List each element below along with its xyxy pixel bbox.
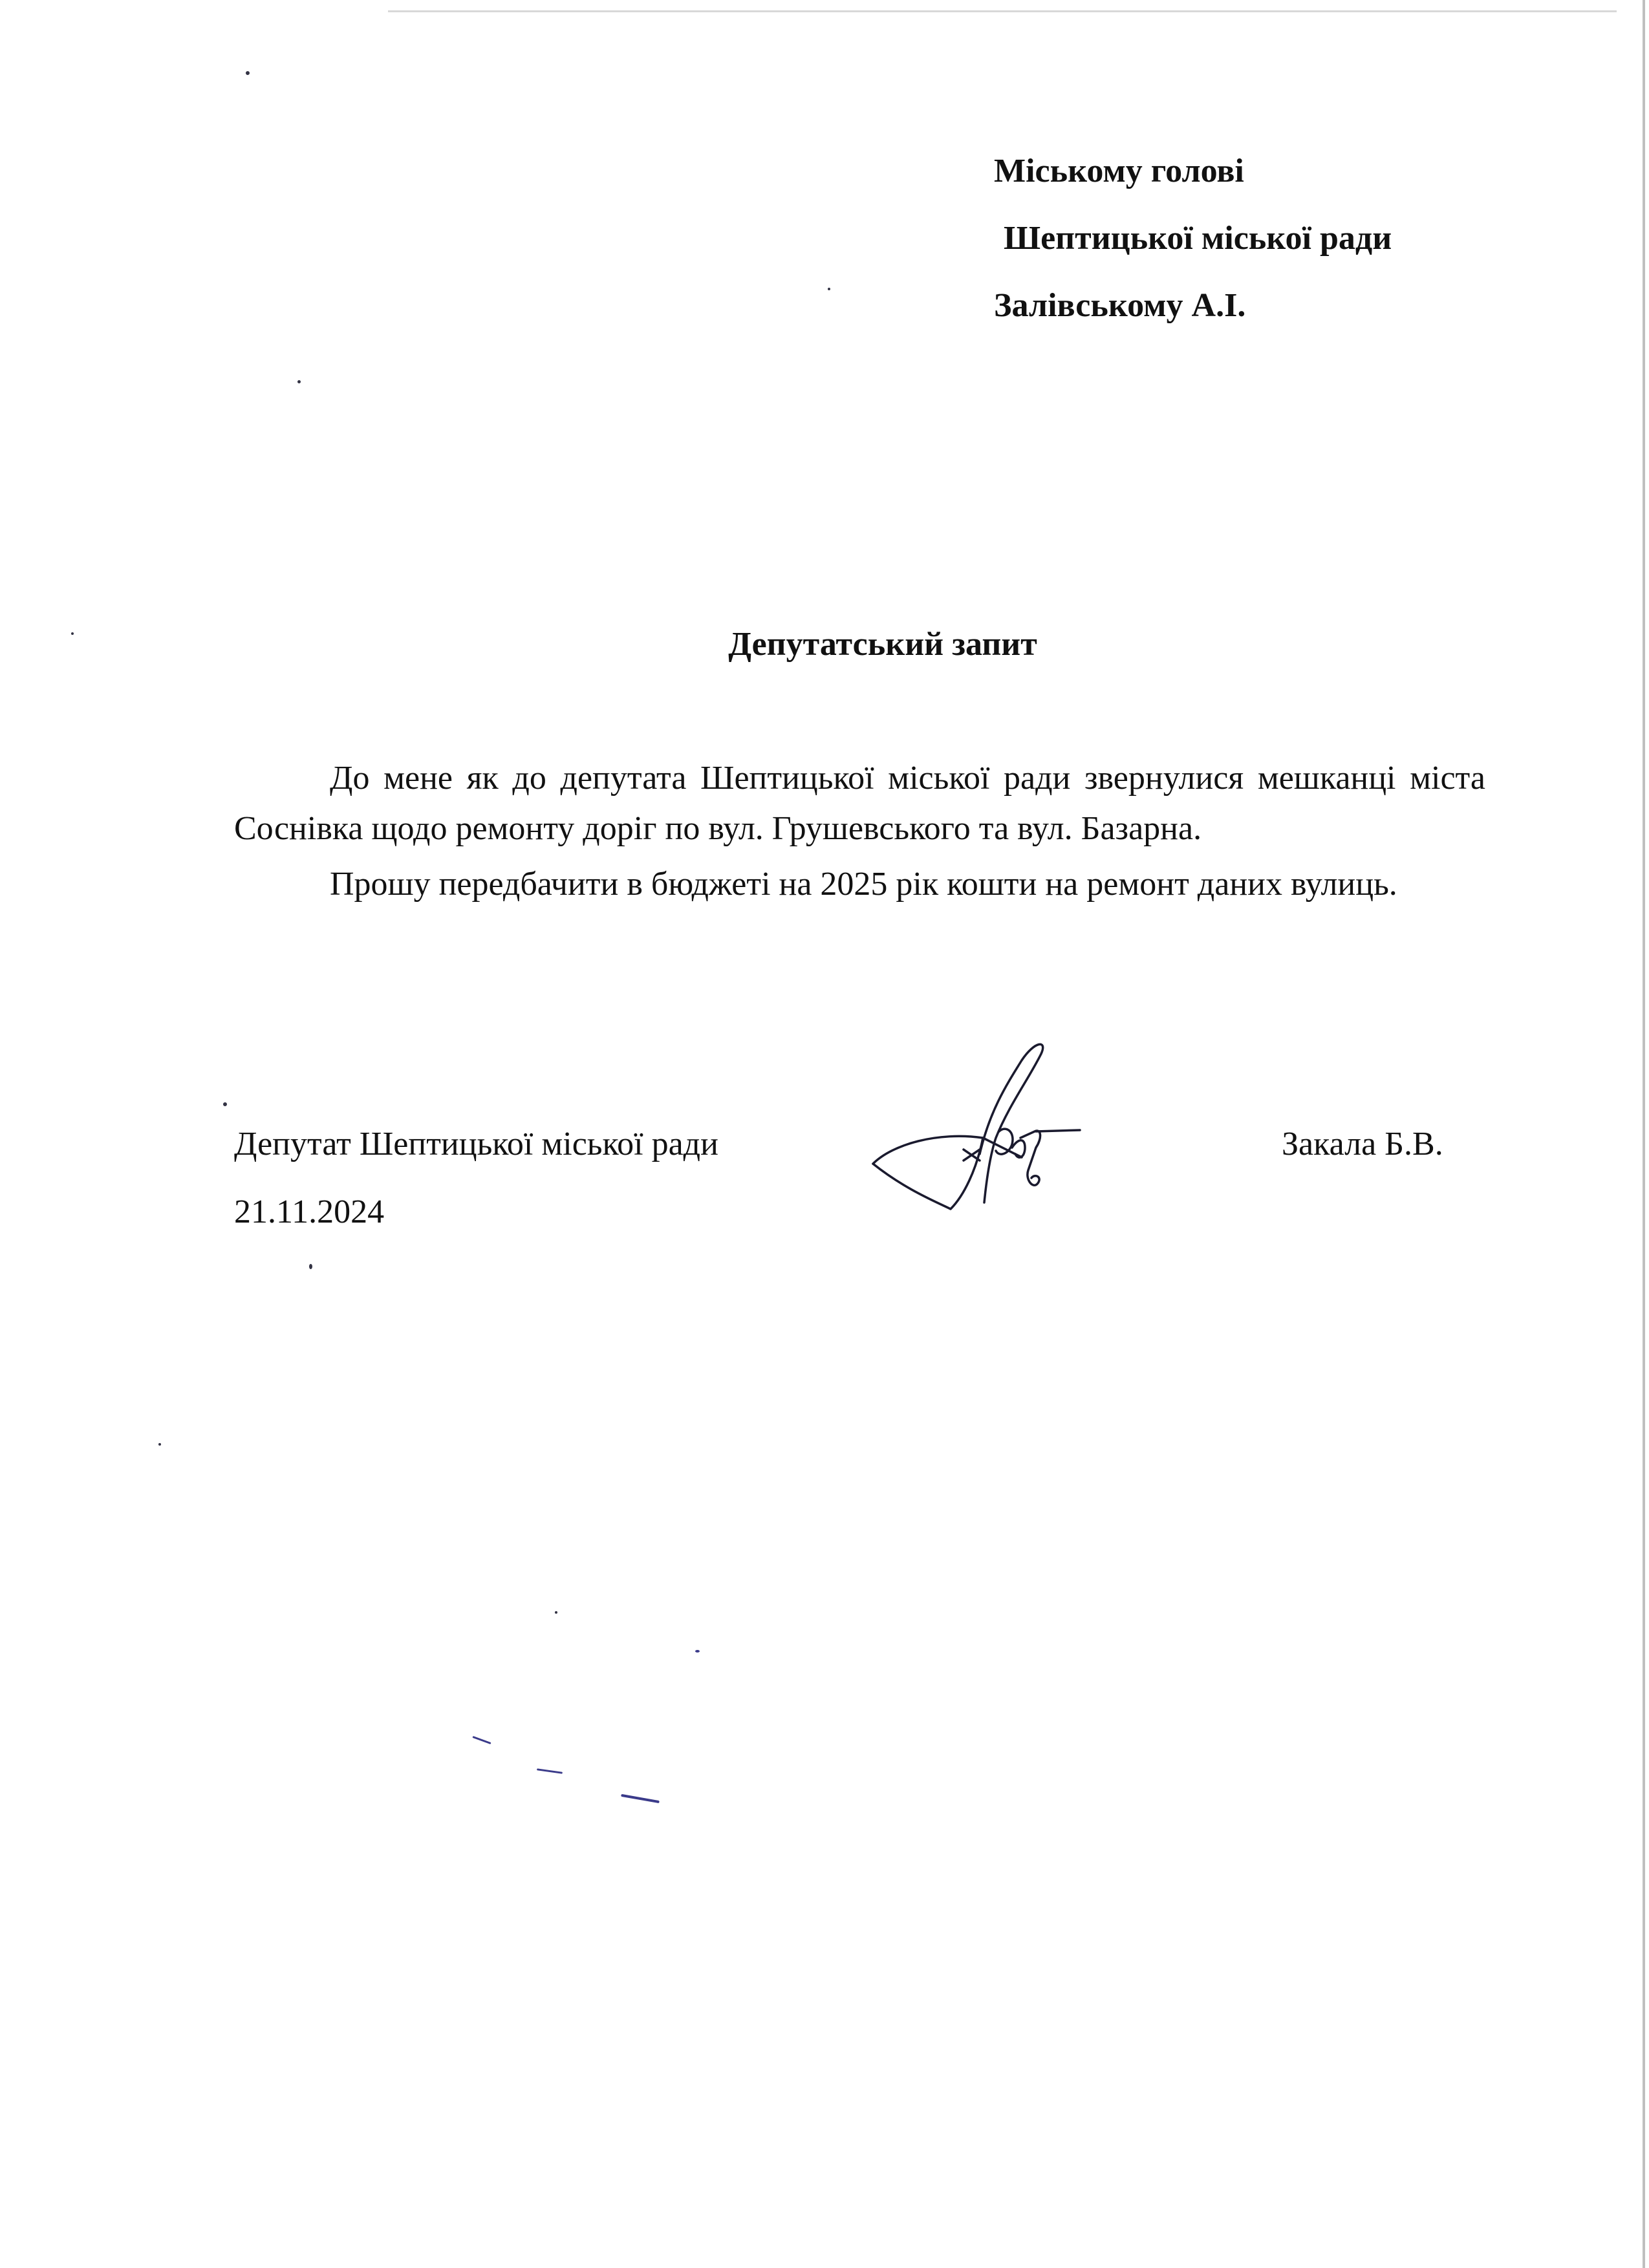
addressee-line-2: Шептицької міської ради	[1004, 220, 1392, 257]
scan-speck	[555, 1611, 557, 1614]
document-body	[234, 753, 1485, 915]
scan-speck	[223, 1102, 227, 1106]
handwritten-signature-icon	[867, 1034, 1138, 1228]
scan-speck	[297, 380, 301, 383]
addressee-line-3: Залівському А.І.	[994, 287, 1246, 324]
scan-edge-right	[1643, 0, 1645, 2268]
scan-speck	[246, 71, 250, 75]
scan-speck	[537, 1768, 563, 1774]
scan-speck	[158, 1443, 161, 1446]
document-title: Депутатський запит	[728, 626, 1037, 663]
scan-speck	[828, 288, 830, 290]
scan-speck	[695, 1650, 700, 1653]
scan-speck	[71, 632, 74, 635]
scan-edge-top	[388, 10, 1617, 12]
signer-name: Закала Б.В.	[1282, 1126, 1443, 1162]
scan-speck	[472, 1736, 491, 1744]
signer-role: Депутат Шептицької міської ради	[234, 1126, 718, 1162]
body-paragraph-2: Прошу передбачити в бюджеті на 2025 рік кошти на ремонт даних вулиць.	[330, 866, 1397, 903]
addressee-block	[994, 138, 1392, 339]
scan-speck	[621, 1794, 660, 1803]
scan-speck	[309, 1264, 312, 1269]
body-paragraph-1: До мене як до депутата Шептицької міської ради звернулися мешканці міста Соснівка щодо ремонту доріг по вул. Грушевського та вул. Базарна.	[234, 760, 1485, 847]
document-date: 21.11.2024	[234, 1193, 385, 1230]
addressee-line-1: Міському голові	[994, 153, 1244, 189]
